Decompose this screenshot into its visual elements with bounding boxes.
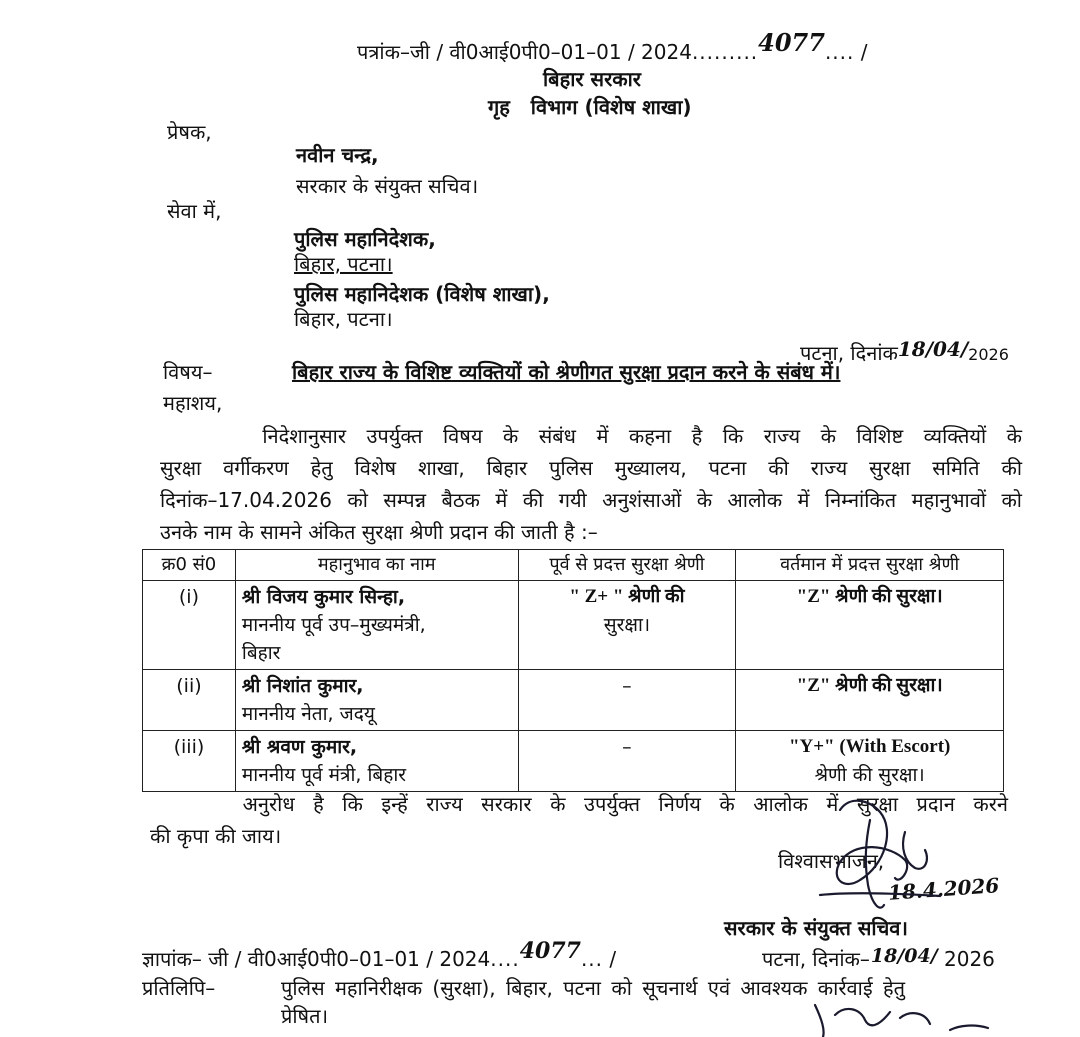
header-name: महानुभाव का नाम [235,550,518,581]
cell-previous [518,731,736,792]
body-line: दिनांक–17.04.2026 को सम्पन्न बैठक में की गयी अनुशंसाओं के आलोक में निम्नांकित महानुभावों को [160,488,1022,512]
prev-line: – [622,675,632,697]
prev-line: " Z+ " श्रेणी की [569,586,685,607]
letter-number: पत्रांक–जी / वी0आई0पी0–01–01 / 2024.........4077.... / [357,28,868,64]
memo-date-prefix: पटना, दिनांक [762,947,860,971]
request-line: की कृपा की जाय। [150,824,282,848]
recipient-line: पुलिस महानिदेशक, [294,227,436,251]
recipient-line: बिहार, पटना। [294,307,393,331]
cell-current [736,670,1004,731]
cell-sno: (i) [143,581,236,670]
security-table [142,549,1004,792]
government-name: बिहार सरकार [543,67,641,91]
salutation: महाशय, [163,391,223,415]
date-handwritten: 18/04/ [897,337,969,361]
table-row [143,581,1004,670]
curr-line: श्रेणी की सुरक्षा। [814,764,925,786]
cell-name [235,670,518,731]
cell-previous [518,581,736,670]
name-line: बिहार [241,642,281,664]
cell-previous [518,670,736,731]
cell-sno: (iii) [143,731,236,792]
letter-number-prefix: पत्रांक–जी / वी0आई0पी0–01–01 / 2024 [357,40,692,64]
header-current-category: वर्तमान में प्रदत्त सुरक्षा श्रेणी [736,550,1004,581]
name-line: माननीय पूर्व उप–मुख्यमंत्री, [241,614,426,636]
memo-handwritten: 4077 [519,938,581,964]
header-sno: क्र0 सं0 [143,550,236,581]
memo-date-handwritten: 18/04/ [870,945,938,967]
subject-text: बिहार राज्य के विशिष्ट व्यक्तियों को श्रेणीगत सुरक्षा प्रदान करने के संबंध में। [292,360,841,384]
name-line: श्री श्रवण कुमार, [241,736,358,758]
body-paragraph [160,420,1022,548]
name-line: श्री विजय कुमार सिन्हा, [241,586,406,608]
name-line: माननीय पूर्व मंत्री, बिहार [241,764,407,786]
table-row [143,670,1004,731]
cell-name [235,731,518,792]
subject-label: विषय– [163,360,213,384]
body-line: उनके नाम के सामने अंकित सुरक्षा श्रेणी प्रदान की जाती है :– [160,520,598,544]
recipient-label: सेवा में, [167,199,222,223]
memo-date: पटना, दिनांक–18/04/ 2026 [762,945,995,971]
prev-line: – [622,736,632,758]
copy-label: प्रतिलिपि– [142,976,216,1000]
memo-prefix: ज्ञापांक– जी / वी0आई0पी0–01–01 / 2024 [142,947,491,971]
copy-line: प्रेषित। [281,1004,329,1028]
name-line: माननीय नेता, जदयू [241,703,375,725]
cell-current [736,581,1004,670]
header-previous-category: पूर्व से प्रदत्त सुरक्षा श्रेणी [518,550,736,581]
table-row [143,731,1004,792]
table-header-row [143,550,1004,581]
request-paragraph [150,788,1008,852]
letter-number-handwritten: 4077 [758,28,825,57]
memo-number: ज्ञापांक– जी / वी0आई0पी0–01–01 / 2024....4077... / [142,938,617,971]
sender-label: प्रेषक, [167,120,212,144]
name-line: श्री निशांत कुमार, [241,675,364,697]
sender-designation: सरकार के संयुक्त सचिव। [296,174,479,198]
cell-current [736,731,1004,792]
curr-line: "Z" श्रेणी की सुरक्षा। [796,675,943,696]
sender-name: नवीन चन्द्र, [296,143,379,167]
date-year: 2026 [968,345,1009,364]
cell-sno: (ii) [143,670,236,731]
closing-designation: सरकार के संयुक्त सचिव। [724,916,909,940]
memo-date-year: 2026 [944,947,995,971]
signature-date: 18.4.2026 [887,873,1001,905]
body-line: सुरक्षा वर्गीकरण हेतु विशेष शाखा, बिहार पुलिस मुख्यालय, पटना की राज्य सुरक्षा समिति की [160,456,1022,480]
cell-name [235,581,518,670]
copy-line: पुलिस महानिरीक्षक (सुरक्षा), बिहार, पटना को सूचनार्थ एवं आवश्यक कार्रवाई हेतु [281,976,906,1000]
curr-line: "Z" श्रेणी की सुरक्षा। [796,586,943,607]
prev-line: सुरक्षा। [603,614,651,636]
recipient-line: पुलिस महानिदेशक (विशेष शाखा), [294,282,550,306]
body-line: निदेशानुसार उपर्युक्त विषय के संबंध में कहना है कि राज्य के विशिष्ट व्यक्तियों के [160,424,1022,448]
closing-regards: विश्वासभाजन, [778,849,885,873]
recipient-line: बिहार, पटना। [294,252,393,276]
request-line: अनुरोध है कि इन्हें राज्य सरकार के उपर्युक्त निर्णय के आलोक में सुरक्षा प्रदान करने [150,792,1008,816]
date-prefix: पटना, दिनांक [800,341,898,365]
department-name: गृह विभाग (विशेष शाखा) [488,95,692,119]
curr-line: "Y+" (With Escort) [788,736,951,757]
